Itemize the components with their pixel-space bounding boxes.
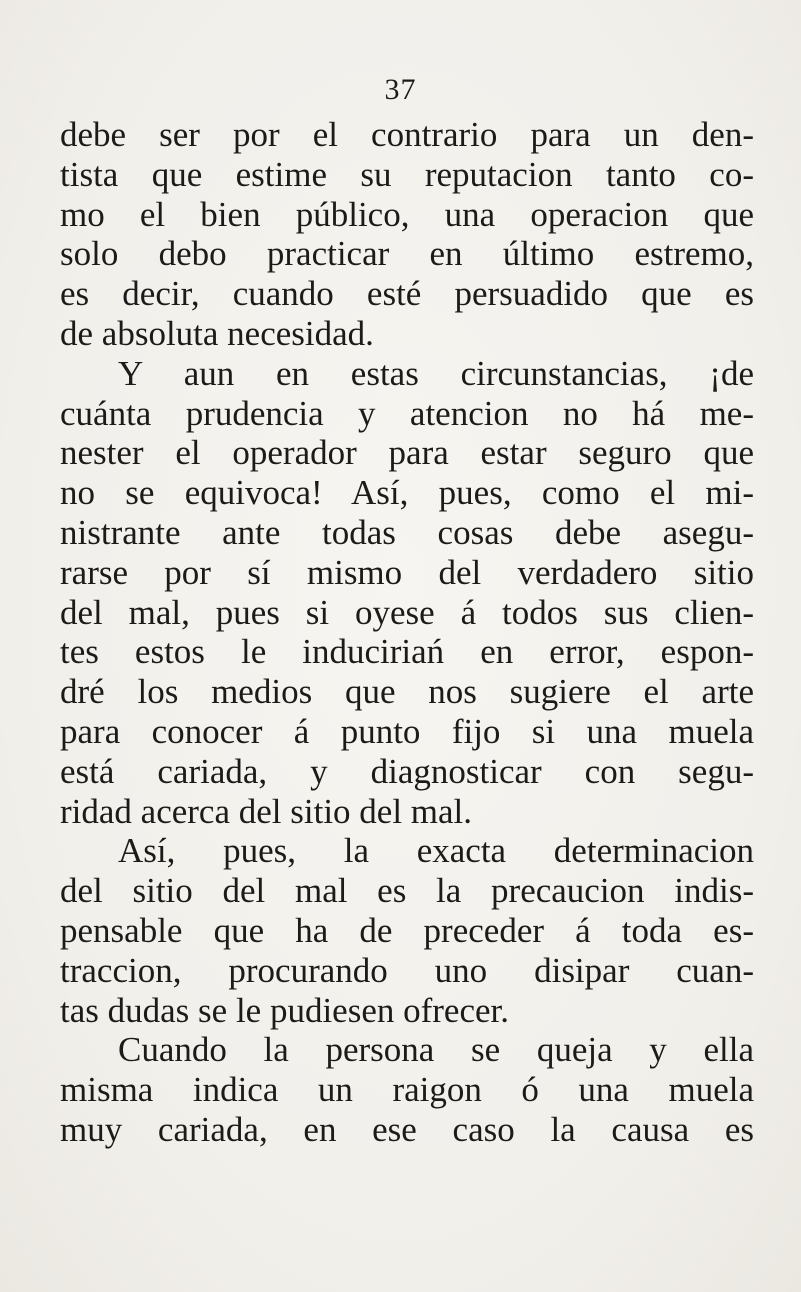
text-line: dré los medios que nos sugiere el arte xyxy=(60,672,754,712)
text-line: Y aun en estas circunstancias, ¡de xyxy=(118,353,754,393)
text-line: pensable que ha de preceder á toda es- xyxy=(60,910,754,950)
text-line: misma indica un raigon ó una muela xyxy=(60,1070,754,1110)
text-line: debe ser por el contrario para un den- xyxy=(60,115,754,154)
text-line: tes estos le induciriań en error, espon- xyxy=(60,632,754,672)
text-line: solo debo practicar en último estremo, xyxy=(60,234,754,274)
text-line: rarse por sí mismo del verdadero sitio xyxy=(60,552,754,592)
text-line: ridad acerca del sitio del mal. xyxy=(60,791,473,831)
text-line: Así, pues, la exacta determinacion xyxy=(118,831,754,871)
text-line: mo el bien público, una operacion que xyxy=(60,194,754,234)
body-text xyxy=(60,115,754,1150)
text-line: está cariada, y diagnosticar con segu- xyxy=(60,751,754,791)
text-line: de absoluta necesidad. xyxy=(60,313,374,353)
text-line: del mal, pues si oyese á todos sus clien- xyxy=(60,592,754,632)
text-line: nester el operador para estar seguro que xyxy=(60,433,754,473)
text-line: del sitio del mal es la precaucion indis- xyxy=(60,871,754,911)
text-line: tista que estime su reputacion tanto co- xyxy=(60,154,754,194)
text-line: muy cariada, en ese caso la causa es xyxy=(60,1109,754,1149)
text-line: no se equivoca! Así, pues, como el mi- xyxy=(60,473,754,513)
text-line: tas dudas se le pudiesen ofrecer. xyxy=(60,990,510,1030)
page-number: 37 xyxy=(384,73,417,106)
text-line: nistrante ante todas cosas debe asegu- xyxy=(60,512,754,552)
text-line: para conocer á punto fijo si una muela xyxy=(60,711,754,751)
text-line: traccion, procurando uno disipar cuan- xyxy=(60,950,754,990)
text-line: es decir, cuando esté persuadido que es xyxy=(60,274,754,314)
text-line: cuánta prudencia y atencion no há me- xyxy=(60,393,754,433)
text-line: Cuando la persona se queja y ella xyxy=(118,1030,754,1070)
